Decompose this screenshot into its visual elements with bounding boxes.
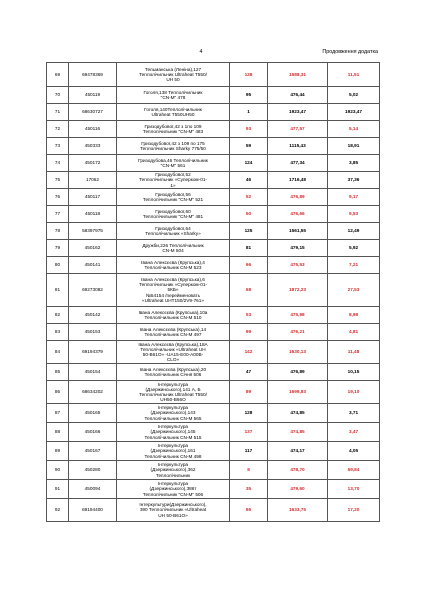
- address-meter-cell: [117, 499, 230, 522]
- address-meter-cell: [117, 63, 230, 87]
- address-meter-cell: [117, 257, 230, 274]
- quantity-cell: 128: [230, 404, 268, 423]
- address-meter-cell: [117, 206, 230, 223]
- address-line: Дружби,226 Теплолічильник: [142, 242, 204, 248]
- meter-code-cell: 69194379: [69, 341, 117, 364]
- quantity-cell: 53: [230, 307, 268, 324]
- address-meter-cell: [117, 223, 230, 240]
- address-line: Івана Алексєєва (Крупська),18А: [138, 341, 208, 347]
- quantity-cell: 124: [230, 155, 268, 172]
- address-line: Теплолічильник «Суперком-01-: [139, 282, 207, 288]
- page-number: 4: [199, 49, 203, 55]
- address-meter-cell: [117, 461, 230, 480]
- address-line: Теплолічильник CN-M 523: [144, 265, 202, 270]
- address-line: Теплолічильник "CN-M" 506: [142, 491, 204, 497]
- meter-code-cell: 450172: [69, 155, 117, 172]
- quantity-cell: 89: [230, 381, 268, 404]
- address-line: 1»: [170, 182, 176, 188]
- row-number-cell: 72: [47, 121, 69, 138]
- address-line: UH 50-B61O»: [158, 512, 188, 518]
- address-line: Івана Алексєєва (Крупська),10а: [138, 309, 208, 315]
- sum-cell: 12,49: [328, 223, 380, 240]
- meter-code-cell: 450118: [69, 206, 117, 223]
- table-row: [47, 461, 380, 480]
- table-row: [47, 404, 380, 423]
- address-line: Теплолічильник: [155, 472, 191, 478]
- address-line: UH 50: [166, 77, 180, 83]
- address-line: Теплолічильник «Суперком-01-: [139, 177, 207, 183]
- address-meter-cell: [117, 404, 230, 423]
- quantity-cell: 125: [230, 223, 268, 240]
- address-line: Гризодубової,64: [155, 225, 191, 231]
- address-line: Теплолічильник CN-M 510: [144, 315, 202, 320]
- address-meter-cell: [117, 138, 230, 155]
- address-line: Ultraheat T550UH50: [151, 112, 195, 117]
- meter-code-cell: 450162: [69, 240, 117, 257]
- address-line: Теплолічильник CN-M 515: [144, 434, 202, 440]
- sum-cell: 9,53: [328, 206, 380, 223]
- price-cell: 474,85: [268, 423, 328, 442]
- price-cell: 1716,48: [268, 172, 328, 189]
- price-cell: 1923,47: [268, 104, 328, 121]
- meter-code-cell: 450333: [69, 138, 117, 155]
- meter-code-cell: 69478369: [69, 63, 117, 87]
- row-number-cell: 78: [47, 223, 69, 240]
- table-row: [47, 63, 380, 87]
- meter-code-cell: 450116: [69, 121, 117, 138]
- quantity-cell: 95: [230, 87, 268, 104]
- row-number-cell: 89: [47, 442, 69, 461]
- table-row: [47, 87, 380, 104]
- address-line: Івана Алексєєва (Крупська),20: [139, 366, 207, 372]
- table-row: [47, 381, 380, 404]
- address-meter-cell: [117, 155, 230, 172]
- price-cell: 479,60: [268, 480, 328, 499]
- address-line: Теплолічильник Sharky 775/50: [140, 146, 206, 151]
- address-line: Інтеркультура: [157, 443, 189, 449]
- price-cell: 474,17: [268, 442, 328, 461]
- row-number-cell: 90: [47, 461, 69, 480]
- table-row: [47, 121, 380, 138]
- row-number-cell: 75: [47, 172, 69, 189]
- meter-code-cell: 69194400: [69, 499, 117, 522]
- row-number-cell: 82: [47, 307, 69, 324]
- address-line: Інтеркультура: [157, 405, 189, 411]
- price-cell: 476,21: [268, 324, 328, 341]
- price-cell: 476,44: [268, 87, 328, 104]
- address-line: Тельманська (Леніна),127: [144, 66, 202, 72]
- address-line: (Дзержинського),141 А, Б: [145, 386, 201, 392]
- price-cell: 475,53: [268, 257, 328, 274]
- table-row: [47, 341, 380, 364]
- price-cell: 479,15: [268, 240, 328, 257]
- address-line: (Дзержинського),145: [150, 429, 196, 435]
- table-row: [47, 364, 380, 381]
- price-cell: 1633,75: [268, 499, 328, 522]
- address-line: №54154 /перейменовать: [145, 292, 201, 298]
- quantity-cell: 1: [230, 104, 268, 121]
- row-number-cell: 86: [47, 381, 69, 404]
- row-number-cell: 77: [47, 206, 69, 223]
- table-row: [47, 223, 380, 240]
- price-cell: 1115,43: [268, 138, 328, 155]
- address-meter-cell: [117, 172, 230, 189]
- meter-code-cell: 450167: [69, 442, 117, 461]
- row-number-cell: 80: [47, 257, 69, 274]
- quantity-cell: 66: [230, 257, 268, 274]
- quantity-cell: 68: [230, 274, 268, 307]
- address-line: Гоголя,138 Теплолічильник: [143, 89, 203, 95]
- row-number-cell: 88: [47, 423, 69, 442]
- sum-cell: 27,53: [328, 274, 380, 307]
- quantity-cell: 93: [230, 121, 268, 138]
- row-number-cell: 91: [47, 480, 69, 499]
- quantity-cell: 52: [230, 189, 268, 206]
- quantity-cell: 8: [230, 461, 268, 480]
- meter-code-cell: 58397975: [69, 223, 117, 240]
- row-number-cell: 87: [47, 404, 69, 423]
- row-number-cell: 76: [47, 189, 69, 206]
- table-row: [47, 324, 380, 341]
- meter-code-cell: 68630727: [69, 104, 117, 121]
- address-line: 50-B61O» -UA15-E00-A00B-: [142, 352, 204, 357]
- quantity-cell: 99: [230, 324, 268, 341]
- quantity-cell: 35: [230, 480, 268, 499]
- meter-code-cell: 450141: [69, 257, 117, 274]
- table-row: [47, 155, 380, 172]
- price-cell: 476,89: [268, 189, 328, 206]
- address-line: Гризодубової,42 з 109 по 175: [141, 140, 205, 146]
- quantity-cell: 117: [230, 442, 268, 461]
- address-line: Інтеркультури(Дзержинського),: [139, 502, 207, 508]
- address-line: Інтеркультура: [157, 462, 189, 468]
- table-row: [47, 307, 380, 324]
- sum-cell: 5,02: [328, 87, 380, 104]
- address-line: Теплолічильник Ultraheat T550/: [139, 392, 207, 397]
- address-line: Теплолічильник CN-M 497: [144, 332, 202, 337]
- sum-cell: 10,15: [328, 364, 380, 381]
- quantity-cell: 138: [230, 63, 268, 87]
- price-cell: 476,89: [268, 364, 328, 381]
- sum-cell: 17,20: [328, 499, 380, 522]
- address-line: Теплолічильник Ultraheat T550/: [139, 71, 207, 77]
- address-line: (Дзержинського),161: [150, 448, 196, 454]
- sum-cell: 19,10: [328, 381, 380, 404]
- quantity-cell: 47: [230, 364, 268, 381]
- meter-code-cell: 68634202: [69, 381, 117, 404]
- meter-code-cell: 450280: [69, 461, 117, 480]
- sum-cell: 3,47: [328, 423, 380, 442]
- table-row: [47, 172, 380, 189]
- address-line: Гризодубової,60: [155, 208, 191, 214]
- address-line: Теплолічильник CN-M 565: [144, 415, 202, 421]
- address-line: Гризодубова,46 Теплолічильник: [138, 157, 208, 163]
- address-line: 390 Теплолічильник «Ultraheat: [139, 507, 207, 513]
- price-cell: 478,70: [268, 461, 328, 480]
- quantity-cell: 142: [230, 341, 268, 364]
- table-row: [47, 104, 380, 121]
- quantity-cell: 59: [230, 138, 268, 155]
- row-number-cell: 92: [47, 499, 69, 522]
- sum-cell: 5,92: [328, 240, 380, 257]
- address-line: CN-M 504: [162, 248, 184, 253]
- quantity-cell: 46: [230, 172, 268, 189]
- meter-code-cell: 450154: [69, 364, 117, 381]
- sum-cell: 5,14: [328, 121, 380, 138]
- row-number-cell: 69: [47, 63, 69, 87]
- table-row: [47, 442, 380, 461]
- address-line: "CN-M" 561: [160, 163, 186, 168]
- price-cell: 474,85: [268, 404, 328, 423]
- address-line: Теплолічильник «Sharky»: [145, 231, 201, 236]
- address-line: Гризодубової,56: [155, 191, 191, 197]
- row-number-cell: 79: [47, 240, 69, 257]
- address-meter-cell: [117, 480, 230, 499]
- sum-cell: 8,98: [328, 307, 380, 324]
- sum-cell: 18,91: [328, 138, 380, 155]
- meter-code-cell: 17062: [69, 172, 117, 189]
- quantity-cell: 50: [230, 206, 268, 223]
- address-line: Івана Алексєєва (Крупська),6: [141, 276, 205, 282]
- address-line: «Ultraheat UHT150/2V9-761»: [141, 297, 204, 303]
- row-number-cell: 81: [47, 274, 69, 307]
- meter-code-cell: 450166: [69, 423, 117, 442]
- price-cell: 476,66: [268, 206, 328, 223]
- price-cell: 1699,83: [268, 381, 328, 404]
- address-line: Теплолічильник "CN-M" 483: [142, 129, 204, 134]
- sum-cell: 3,71: [328, 404, 380, 423]
- meter-code-cell: 450119: [69, 87, 117, 104]
- quantity-cell: 81: [230, 240, 268, 257]
- address-line: Гоголя,140Теплолічильник: [144, 106, 202, 112]
- address-line: Теплолічильник Січня 506: [144, 372, 202, 377]
- table-row: [47, 499, 380, 522]
- address-meter-cell: [117, 381, 230, 404]
- table-row: [47, 423, 380, 442]
- sum-cell: 11,51: [328, 63, 380, 87]
- quantity-cell: 137: [230, 423, 268, 442]
- address-meter-cell: [117, 307, 230, 324]
- address-line: (Дзержинського),143: [150, 410, 196, 416]
- sum-cell: 59,84: [328, 461, 380, 480]
- address-meter-cell: [117, 442, 230, 461]
- sum-cell: 7,21: [328, 257, 380, 274]
- address-line: Інтеркультура: [157, 424, 189, 430]
- price-cell: 477,57: [268, 121, 328, 138]
- meter-code-cell: 450142: [69, 307, 117, 324]
- row-number-cell: 83: [47, 324, 69, 341]
- address-line: Івана Алексєєва (Крупська),14: [139, 326, 207, 332]
- table-row: [47, 480, 380, 499]
- address-line: Теплолічильник CN-M 498: [144, 453, 202, 459]
- address-line: (Дзержинського),362: [150, 467, 196, 473]
- address-meter-cell: [117, 121, 230, 138]
- meter-code-cell: 69273082: [69, 274, 117, 307]
- table-row: [47, 206, 380, 223]
- price-cell: 1872,23: [268, 274, 328, 307]
- address-line: "CN-M" 478: [160, 95, 186, 100]
- sum-cell: 3,85: [328, 155, 380, 172]
- meter-code-cell: 450117: [69, 189, 117, 206]
- meter-table-body: [47, 63, 380, 522]
- row-number-cell: 85: [47, 364, 69, 381]
- address-meter-cell: [117, 423, 230, 442]
- sum-cell: 13,70: [328, 480, 380, 499]
- price-cell: 1588,31: [268, 63, 328, 87]
- table-row: [47, 240, 380, 257]
- address-line: Теплолічильник «Ultraheat UH: [140, 346, 206, 352]
- address-line: Гризодубової,42 з 1по 109: [144, 123, 202, 129]
- sum-cell: 4,05: [328, 442, 380, 461]
- sum-cell: 37,36: [328, 172, 380, 189]
- address-line: CLO»: [166, 357, 180, 363]
- table-row: [47, 189, 380, 206]
- table-row: [47, 138, 380, 155]
- quantity-cell: 95: [230, 499, 268, 522]
- address-meter-cell: [117, 189, 230, 206]
- meter-code-cell: 450165: [69, 404, 117, 423]
- row-number-cell: 84: [47, 341, 69, 364]
- meter-code-cell: 450153: [69, 324, 117, 341]
- address-line: Теплолічильник "CN-M" 481: [142, 214, 204, 219]
- address-line: UH50-B66O: [160, 397, 186, 403]
- address-line: Теплолічильник "CN-M" 521: [142, 197, 204, 202]
- meter-table: [46, 62, 380, 522]
- sum-cell: 1923,47: [328, 104, 380, 121]
- meter-code-cell: 450094: [69, 480, 117, 499]
- address-meter-cell: [117, 240, 230, 257]
- address-meter-cell: [117, 274, 230, 307]
- page-header: [0, 49, 424, 59]
- price-cell: 1561,55: [268, 223, 328, 240]
- row-number-cell: 73: [47, 138, 69, 155]
- price-cell: 477,34: [268, 155, 328, 172]
- row-number-cell: 74: [47, 155, 69, 172]
- address-line: Інтеркультура: [157, 481, 189, 487]
- address-meter-cell: [117, 324, 230, 341]
- address-line: (Дзержинського),386т: [149, 486, 197, 492]
- price-cell: 1630,13: [268, 341, 328, 364]
- row-number-cell: 70: [47, 87, 69, 104]
- price-cell: 475,98: [268, 307, 328, 324]
- address-line: Гризодубової,52: [155, 172, 191, 178]
- sum-cell: 9,17: [328, 189, 380, 206]
- sum-cell: 11,48: [328, 341, 380, 364]
- address-line: 5КБ»: [167, 287, 179, 293]
- appendix-continuation-note: Продовження додатка: [322, 49, 378, 55]
- sum-cell: 4,81: [328, 324, 380, 341]
- table-row: [47, 257, 380, 274]
- address-line: Івана Алексєєва (Крупська),4: [141, 259, 205, 265]
- address-meter-cell: [117, 364, 230, 381]
- address-line: Інтеркультура: [157, 381, 189, 387]
- address-meter-cell: [117, 341, 230, 364]
- table-row: [47, 274, 380, 307]
- row-number-cell: 71: [47, 104, 69, 121]
- address-meter-cell: [117, 87, 230, 104]
- address-meter-cell: [117, 104, 230, 121]
